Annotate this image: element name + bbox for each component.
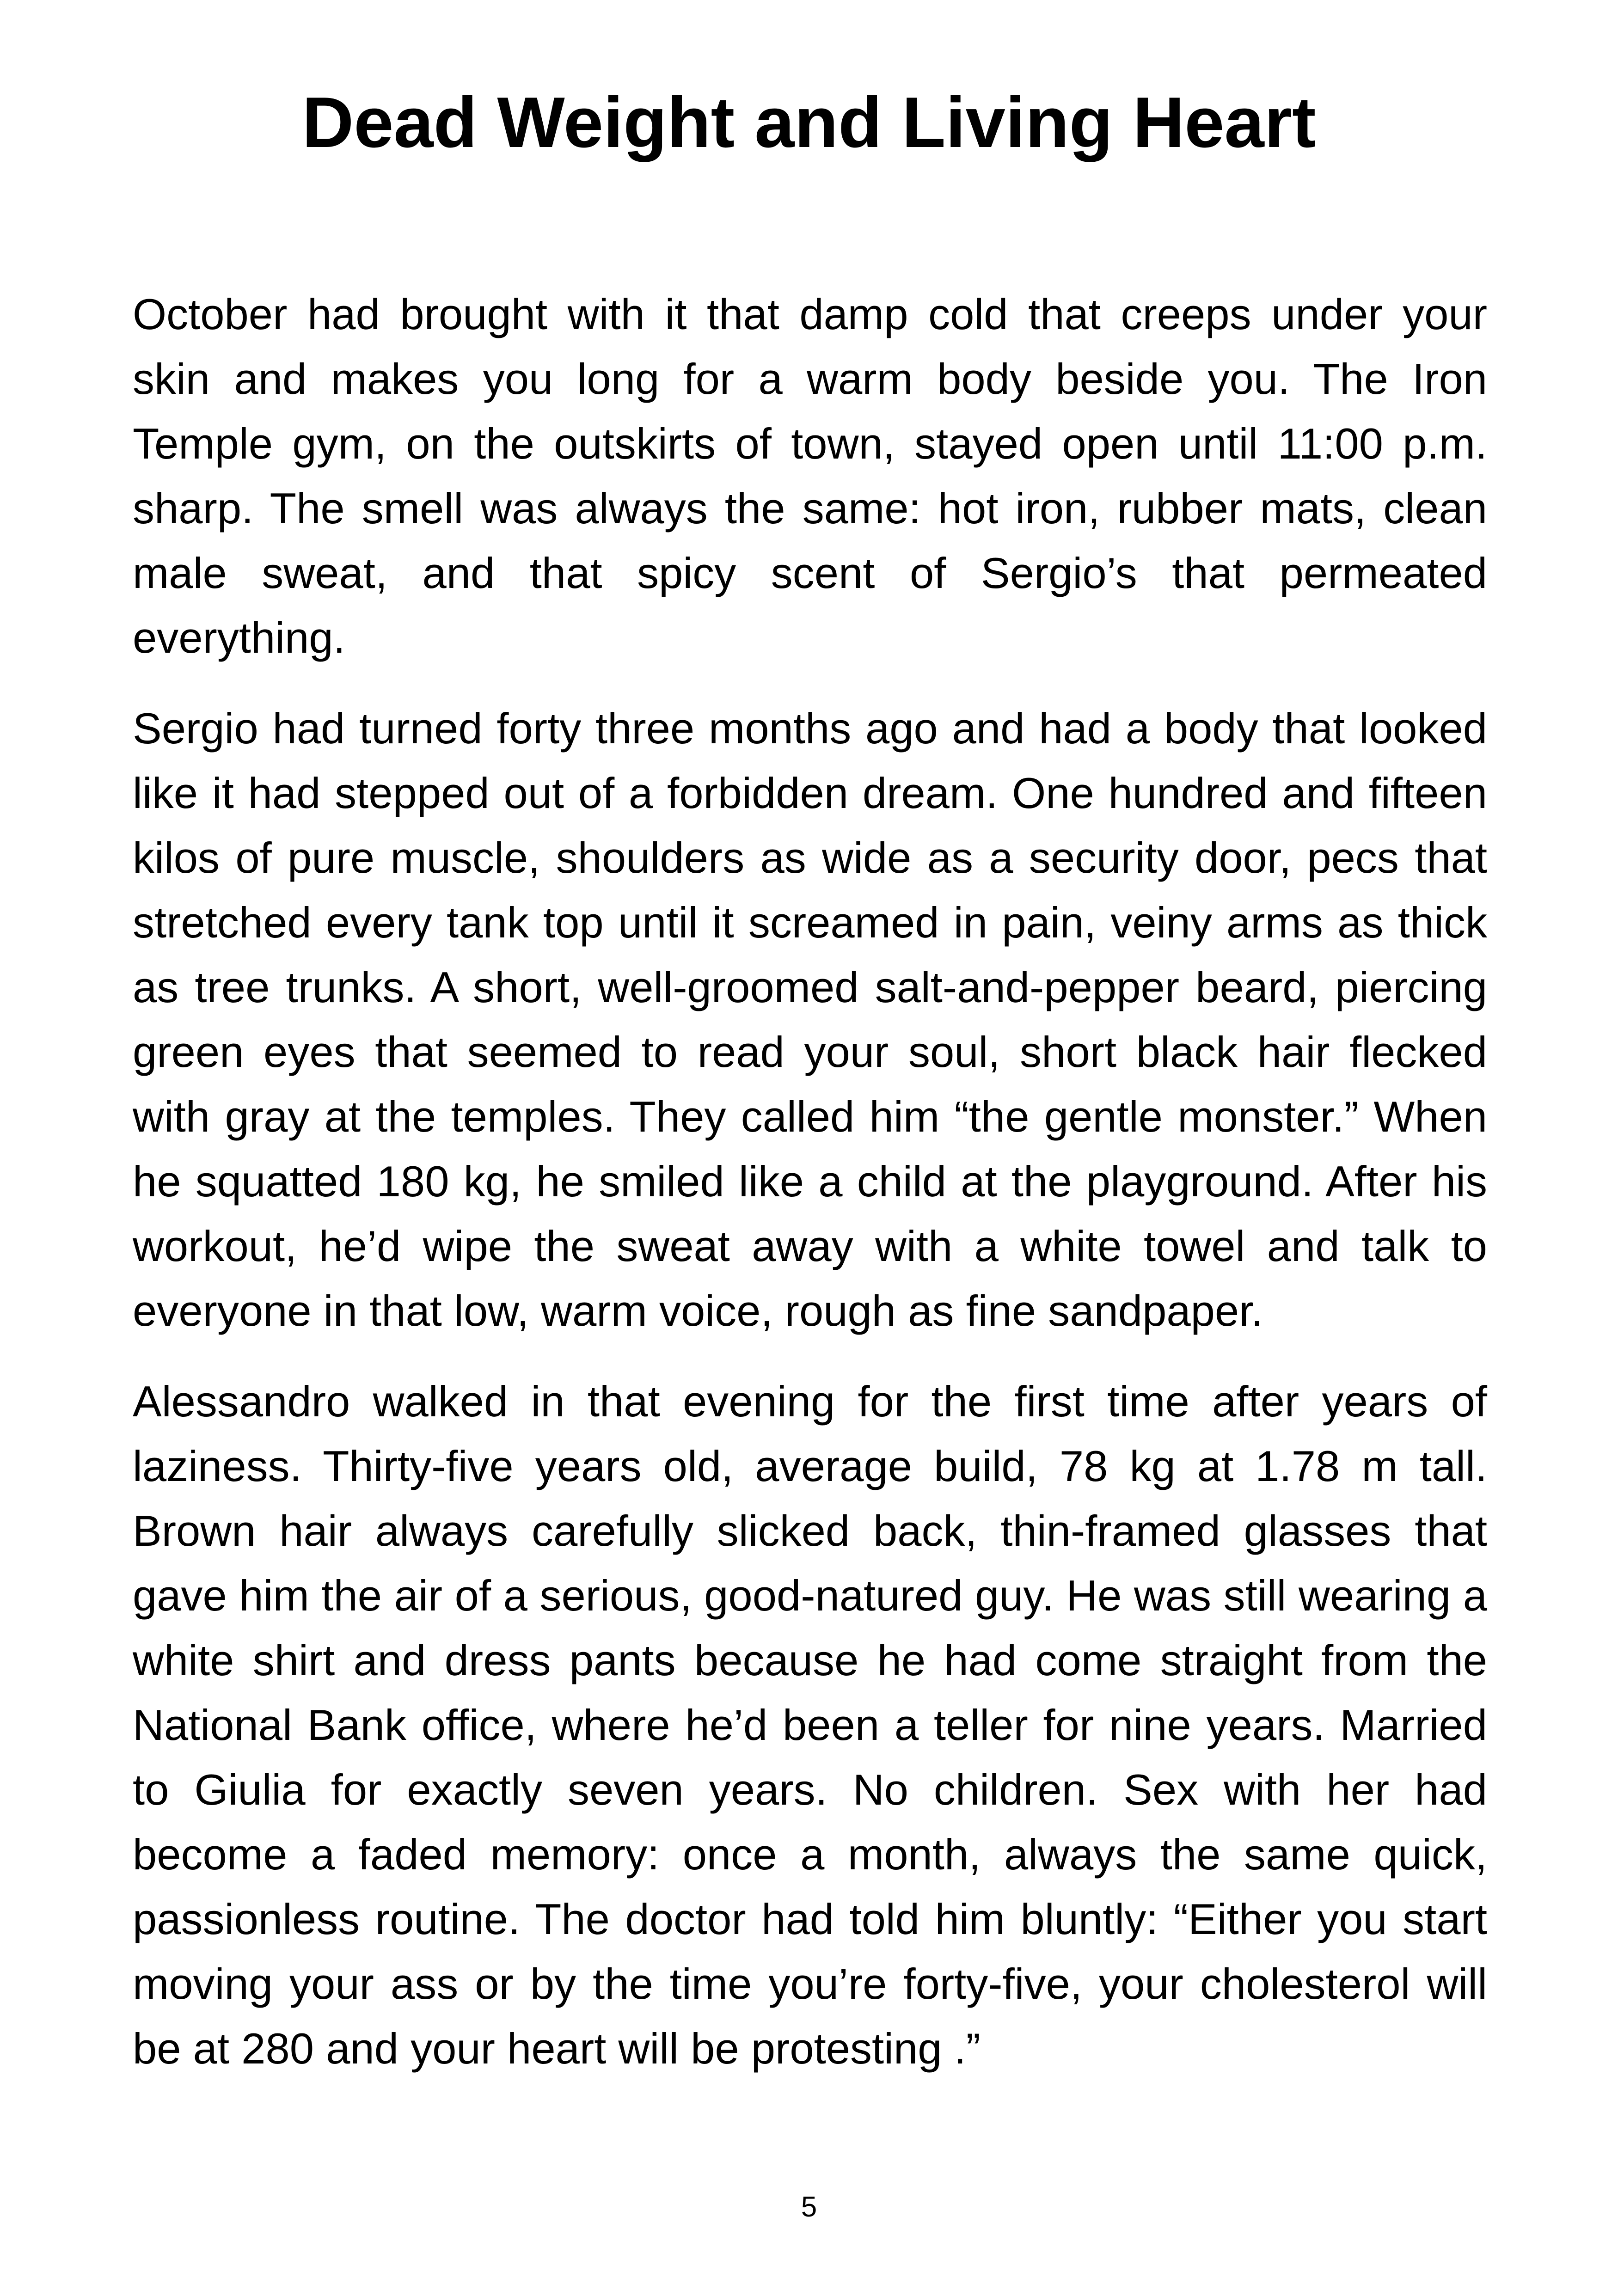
paragraph: Alessandro walked in that evening for the first time after years of laziness. Thirty-five years old, average build, 78 kg at 1.78 m tall. Brown hair always carefully slicked back, thin-framed glasses that gave him the air of a serious, good-natured guy. He was still wearing a white shirt and dress pants because he had come straight from the National Bank office, where he’d been a teller for nine years. Married to Giulia for exactly seven years. No children. Sex with her had become a faded memory: once a month, always the same quick, passionless routine. The doctor had told him bluntly: “Either you start moving your ass or by the time you’re forty-five, your cholesterol will be at 280 and your heart will be protesting .” xyxy=(133,1377,1487,2073)
chapter-title: Dead Weight and Living Heart xyxy=(302,82,1316,162)
paragraph: October had brought with it that damp cold that creeps under your skin and makes you long for a warm body beside you. The Iron Temple gym, on the outskirts of town, stayed open until 11:00 p.m. sharp. The smell was always the same: hot iron, rubber mats, clean male sweat, and that spicy scent of Sergio’s that permeated everything. xyxy=(133,290,1487,662)
body-text xyxy=(133,282,1487,2107)
paragraph: Sergio had turned forty three months ago and had a body that looked like it had stepped out of a forbidden dream. One hundred and fifteen kilos of pure muscle, shoulders as wide as a security door, pecs that stretched every tank top until it screamed in pain, veiny arms as thick as tree trunks. A short, well-groomed salt-and-pepper beard, piercing green eyes that seemed to read your soul, short black hair flecked with gray at the temples. They called him “the gentle monster.” When he squatted 180 kg, he smiled like a child at the playground. After his workout, he’d wipe the sweat away with a white towel and talk to everyone in that low, warm voice, rough as fine sandpaper. xyxy=(133,704,1487,1335)
page-number: 5 xyxy=(801,2191,817,2223)
